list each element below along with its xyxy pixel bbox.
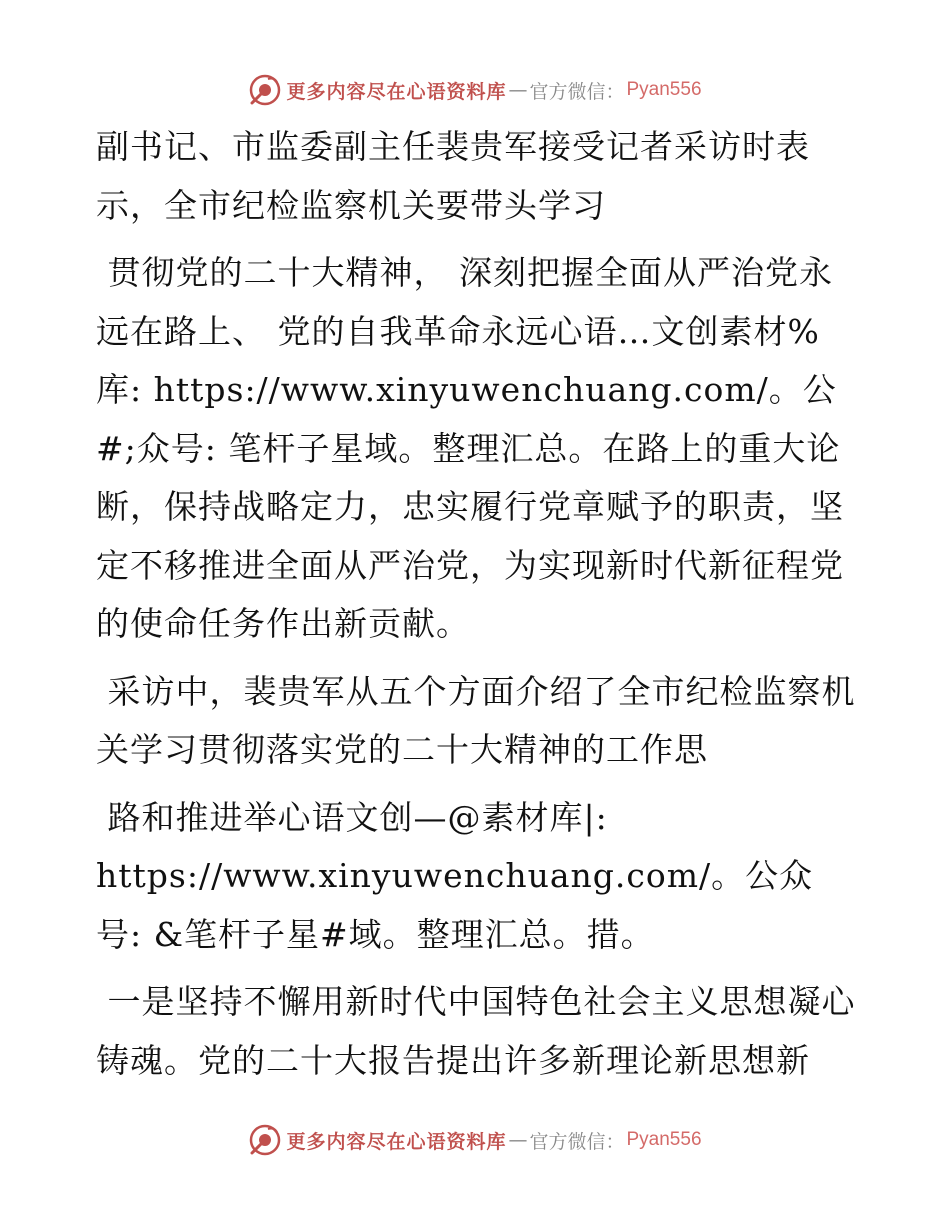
banner-wechat-id: Pyan556 (626, 79, 702, 100)
header-watermark-banner (0, 70, 950, 110)
banner-dash: — (508, 1129, 528, 1151)
banner-wechat-label: 官方微信： (529, 1130, 625, 1153)
pen-logo-icon (248, 73, 282, 107)
paragraph-1: 副书记、市监委副主任裴贵军接受记者采访时表示，全市纪检监察机关要带头学习 (96, 127, 810, 225)
banner-wechat-label: 官方微信： (529, 80, 625, 103)
banner-text: 更多内容尽在心语资料库 (286, 1130, 507, 1153)
banner-dash: — (508, 79, 528, 101)
footer-watermark-banner (0, 1120, 950, 1160)
banner-text: 更多内容尽在心语资料库 (286, 80, 507, 103)
paragraph-2: 贯彻党的二十大精神， 深刻把握全面从严治党永远在路上、 党的自我革命永远心语…文创素材%库: https://www.xinyuwenchuang.com/。公#;众号: 笔杆子星域。整理汇总。在路上的重大论断，保持战略定力，忠实履行党章赋予的职责，坚定不移推进全面从严治党，为实现新时代新征程党的使命任务作出新贡献。 (96, 253, 844, 643)
document-body (96, 118, 856, 1090)
paragraph-4: 路和推进举心语文创—@素材库|: https://www.xinyuwenchuang.com/。公众号: &笔杆子星#域。整理汇总。措。 (96, 797, 814, 954)
pen-logo-icon (248, 1123, 282, 1157)
paragraph-5: 一是坚持不懈用新时代中国特色社会主义思想凝心铸魂。党的二十大报告提出许多新理论新思想新 (96, 982, 856, 1080)
banner-wechat-id: Pyan556 (626, 1129, 702, 1150)
paragraph-3: 采访中，裴贵军从五个方面介绍了全市纪检监察机关学习贯彻落实党的二十大精神的工作思 (96, 671, 856, 769)
